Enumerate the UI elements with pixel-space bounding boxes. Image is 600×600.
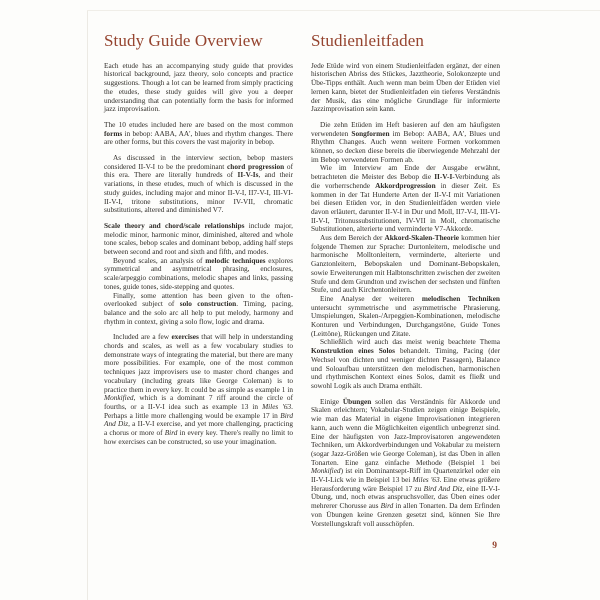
body-text: , and their variations, in these etudes, much of which is discussed in the study guides, including major and minor II-V-I, II7-V-I, III-VI-II-V-I, tritone substitutions, minor IV-VII, chromatic substitutions, altered and diminished V7. <box>104 170 293 215</box>
etude-title-text: Bird <box>164 428 178 438</box>
emphasized-text: II-V-I <box>434 172 453 182</box>
body-text: , a II-V-I exercise, and yet more challenging, practicing a chorus or more of <box>104 419 293 438</box>
body-text: Beyond scales, an analysis of <box>113 255 206 265</box>
body-text: . Timing, pacing, balance and the solo arc all help to put melody, harmony and rhythm in context, giving a solo flow, logic and drama. <box>104 299 293 326</box>
body-text: . Eine etwas größere Herausforderung wäre Beispiel 17 zu <box>311 475 500 493</box>
etude-title-text: Monkified <box>104 393 134 403</box>
body-text: . Perhaps a little more challenging would be example 17 in <box>104 402 293 420</box>
body-text: ) ist ein Dominantsept-Riff im Quartenzirkel oder ein II-V-I-Lick wie in Beispiel 13 bei <box>311 466 500 485</box>
body-text: Aus dem Bereich der <box>320 233 385 243</box>
page-title-english: Study Guide Overview <box>104 31 263 50</box>
column-english-body <box>104 62 293 447</box>
etude-title-text: Miles '63 <box>412 475 440 485</box>
etude-title-text: Bird And Diz <box>423 483 463 493</box>
emphasized-text: Akkordprogression <box>375 180 436 190</box>
body-text: in every key. There's really no limit to how exercises can be constructed, so use your imagination. <box>104 428 293 446</box>
paragraph <box>311 338 500 390</box>
body-text: , which is a dominant 7 riff around the circle of fourths, or a II-V-I idea such as example 13 in <box>104 393 293 411</box>
emphasized-text: solo construction <box>179 299 237 309</box>
paragraph <box>311 164 500 234</box>
paragraph <box>104 257 293 292</box>
paragraph <box>311 295 500 339</box>
body-text: behandelt. Timing, Pacing (der Wechsel von dichten und weniger dichten Passagen), Balance und Soloaufbau unterstützen den melodischen, harmonischen und rhythmischen Kontext eines Solos, damit es fließt und sowohl Logik als auch Drama enthält. <box>311 346 501 390</box>
emphasized-text: Konstruktion eines Solos <box>311 346 395 356</box>
body-text: Die zehn Etüden im Heft basieren auf den am häufigsten verwendeten <box>311 119 500 138</box>
body-text: in dieser Zeit. Es kommen in der Tat Hunderte Arten der II-V-I mit Variationen bei diesen Etüden vor, in den Studienleitfäden werden viele davon erläutert, darunter II-V-I in Dur und Moll, II7-V-I, III-VI-II-V-I, Tritonussubstitutionen, IV-VII in Moll, chromatische Substitutionen, alterierte und verminderte V7-Akkorde. <box>311 180 500 234</box>
body-text: untersucht symmetrische und asymmetrische Phrasierung, Umspielungen, Skalen-/Arpeggien-Kombinationen, melodische Konturen und Verbindungen, Durchgangstöne, Guide Tones (Leittöne), Rückungen und Zitate. <box>311 302 500 338</box>
page-number: 9 <box>488 541 497 551</box>
body-text: that will help in understanding chords and scales, as well as a few vocabulary studies to demonstrate ways of integrating the material, but there are many more possibilities. For example, one of the most common techniques jazz improvisers use to master chord changes and vocabulary (including greats like George Coleman) is to practice them in every key. It could be as simple as example 1 in <box>104 332 293 394</box>
paragraph <box>104 62 293 114</box>
body-text: , eine II-V-I-Übung, und, noch etwas anspruchsvoller, das Üben eines oder mehrerer Chorusse aus <box>311 483 500 511</box>
paragraph <box>104 292 293 327</box>
paragraph <box>104 121 293 147</box>
page-edge-left <box>87 10 88 600</box>
column-german <box>311 32 500 528</box>
paragraph <box>104 154 293 215</box>
body-text: The 10 etudes included here are based on the most common <box>104 119 293 129</box>
paragraph <box>311 121 500 165</box>
paragraph <box>311 62 500 114</box>
etude-title-text: Monkified <box>311 466 341 476</box>
page-title-german: Studienleitfaden <box>311 31 425 50</box>
body-text: Finally, some attention has been given to the often-overlooked subject of <box>104 290 293 309</box>
body-text: Jede Etüde wird von einem Studienleitfaden ergänzt, der einen historischen Abriss des Stückes, Jazztheorie, Solokonzepte und Übe-Tipps enthält. Auch wenn man beim Üben der Etüden viel lernen kann, bietet der Studienleitfaden ein tieferes Verständnis der Musik, das eine mögliche Grundlage für informierte Jazzimprovisation sein kann. <box>311 60 500 114</box>
emphasized-text: Übungen <box>342 396 372 406</box>
etude-title-text: Bird And Diz <box>104 410 293 429</box>
body-text: Eine Analyse der weiteren <box>320 293 422 303</box>
body-text: include major, melodic minor, harmonic minor, diminished, altered and whole tone scales, bebop scales and dominant bebop, adding half steps between second and root and sixth and fifth, and modes. <box>104 220 293 257</box>
emphasized-text: melodischen Techniken <box>421 293 500 303</box>
body-text: explores symmetrical and asymmetrical phrasing, enclosures, scale/arpeggio combinations, melodic shapes and links, passing tones, guide tones, side-stepping and quotes. <box>104 255 294 291</box>
page-edge-top <box>87 10 600 11</box>
column-english <box>104 32 293 447</box>
paragraph <box>311 398 500 529</box>
body-text: im Bebop: AABA, AA', Blues und Rhythm Changes. Auch wenn weitere Formen vorkommen können, so decken diese bereits die überwiegende Mehrzahl der im Bebop verwendeten Formen ab. <box>311 128 500 164</box>
body-text: kommen hier folgende Themen zur Sprache: Durtonleitern, melodische und harmonische Molltonleitern, verminderte, alterierte und Ganztonleitern, Bebopskalen und Dominant-Bebopskalen, sowie Erweiterungen mit Halbtonschritten zwischen der zweiten Stufe und dem Grundton und zwischen der sechsten und fünften Stufe, und auch Kirchentonleitern. <box>311 233 501 295</box>
body-text: Each etude has an accompanying study guide that provides historical background, jazz theory, solo concepts and practice suggestions. Though a lot can be learned from simply practicing the etudes, these study guides will give you a deeper understanding that can potentially form the basis for informed jazz improvisation. <box>104 60 293 114</box>
emphasized-text: Akkord-Skalen-Theorie <box>384 233 460 243</box>
body-text: Included are a few <box>113 332 172 342</box>
body-text: in bebop: AABA, AA', blues and rhythm changes. There are other forms, but this covers the vast majority in bebop. <box>104 128 293 147</box>
emphasized-text: chord progression <box>227 161 285 171</box>
paragraph <box>104 333 293 446</box>
body-text: of this era. There are literally hundreds of <box>104 161 293 180</box>
paragraph <box>104 222 293 257</box>
body-text: -Verbindung als die vorherrschende <box>311 172 500 190</box>
body-text: sollen das Verständnis für Akkorde und Skalen erleichtern; Vokabular-Studien zeigen einige Beispiele, wie man das Material in eigene Improvisationen integrieren kann, auch wenn die Möglichkeiten eigentlich unbegrenzt sind. Eine der häufigsten von Jazz-Improvisatoren angewendeten Techniken, um Akkordverbindungen und Vokabular zu meistern (sogar Jazz-Größen wie George Coleman), ist das Üben in allen Tonarten. Eine ganz einfache Methode (Beispiel 1 bei <box>311 396 500 467</box>
body-text: Schließlich wird auch das meist wenig beachtete Thema <box>320 337 500 347</box>
etude-title-text: Bird <box>380 501 394 511</box>
emphasized-text: forms <box>104 128 123 138</box>
body-text: Einige <box>320 396 343 406</box>
emphasized-text: Scale theory and chord/scale relationships <box>104 220 245 230</box>
body-text: As discussed in the interview section, bebop masters considered II-V-I to be the predominant <box>104 153 293 171</box>
emphasized-text: Songformen <box>351 128 390 138</box>
emphasized-text: II-V-Is <box>237 170 259 180</box>
body-text: Wie im Interview am Ende der Ausgabe erwähnt, betrachteten die Meister des Bebop die <box>311 163 500 182</box>
emphasized-text: exercises <box>171 332 199 342</box>
body-text: in allen Tonarten. Da dem Erfinden von Übungen keine Grenzen gesetzt sind, können Sie Ihre Vorstellungskraft voll ausschöpfen. <box>311 501 500 528</box>
paragraph <box>311 234 500 295</box>
column-german-body <box>311 62 500 529</box>
etude-title-text: Miles '63 <box>262 402 292 411</box>
emphasized-text: melodic techniques <box>205 255 266 265</box>
